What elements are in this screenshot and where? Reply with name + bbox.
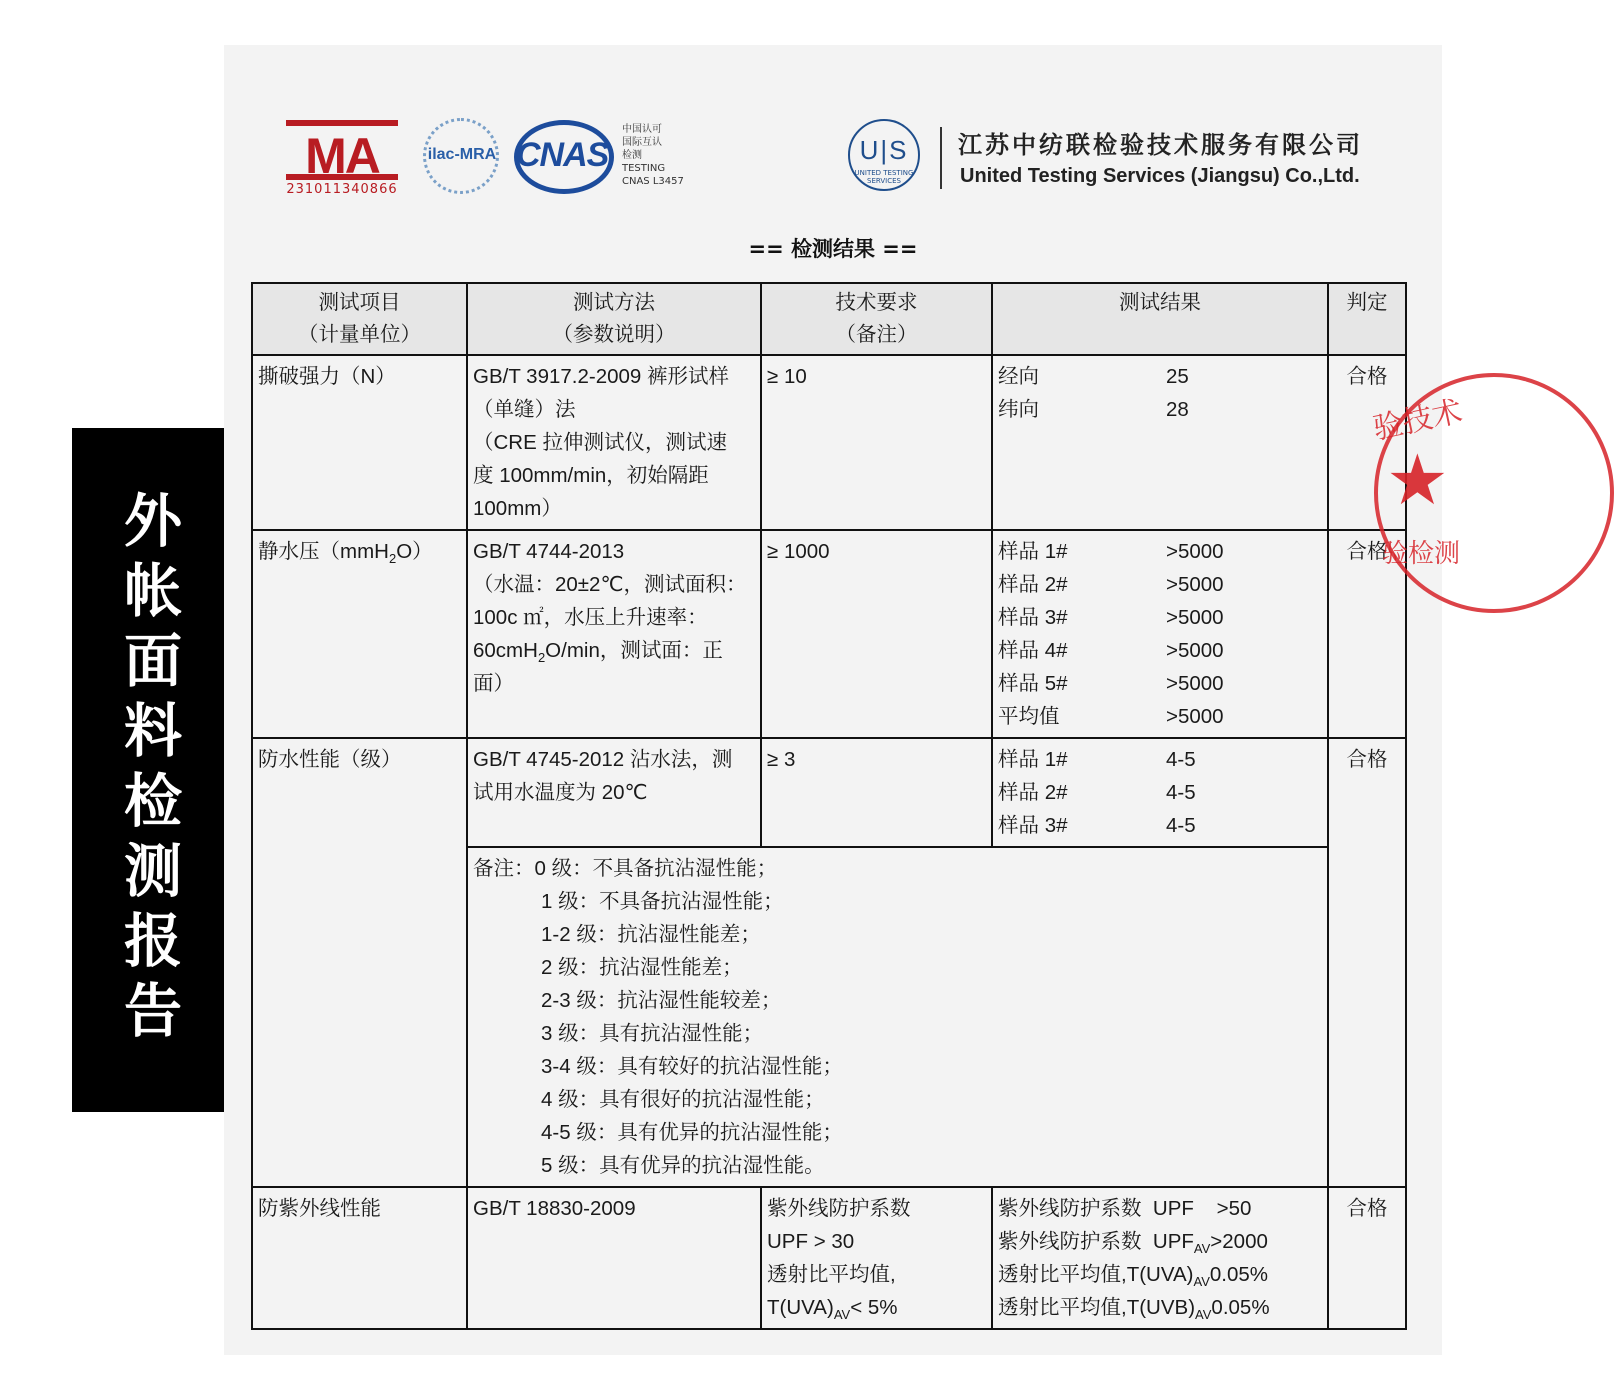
result-key: 样品 2# [998,573,1068,596]
note-line: 1-2 级：抗沾湿性能差； [541,923,761,946]
requirement-line: 透射比平均值, [767,1263,896,1286]
cnas-logo [514,120,704,200]
cell-verdict: 合格 [1328,738,1406,1187]
header-item-sublabel: （计量单位） [298,323,421,346]
cell-result [992,1187,1328,1329]
result-key: 样品 1# [998,748,1068,771]
cma-number: 231011340866 [286,182,398,197]
result-line [998,535,1322,568]
requirement-text: < 5% [850,1296,898,1319]
cell-method [467,738,761,847]
cell-requirement [761,1187,992,1329]
result-subscript: AV [1195,1307,1212,1323]
result-key: 样品 3# [998,814,1068,837]
result-line [998,776,1322,809]
cnas-caption-line: TESTING [622,163,666,174]
cnas-caption-line: 检测 [622,150,642,161]
method-line: （单缝）法 [473,398,576,421]
result-value: 28 [1166,398,1189,421]
side-banner-title: 外帐面料检测报告 [114,490,182,1050]
result-key: 样品 3# [998,606,1068,629]
cell-requirement: ≥ 1000 [761,530,992,738]
method-line: 度 100mm/min，初始隔距 [473,464,709,487]
result-value: 4-5 [1166,781,1196,804]
method-line: 试用水温度为 20℃ [473,781,648,804]
note-line: 4 级：具有很好的抗沾湿性能； [541,1088,825,1111]
header-method [467,283,761,355]
ilac-text: ilac-MRA [427,146,497,163]
side-banner [72,428,224,1112]
cell-item: 防紫外线性能 [252,1187,467,1329]
cell-result [992,355,1328,530]
result-line [998,634,1322,667]
method-line [473,634,755,667]
result-line [998,568,1322,601]
table-row [252,738,1406,847]
method-line: 100mm） [473,497,562,520]
result-value: >5000 [1166,573,1224,596]
result-text: 0.05% [1209,1263,1269,1286]
note-line: 2-3 级：抗沾湿性能较差； [541,989,782,1012]
cell-verdict: 合格 [1328,530,1406,738]
cnas-caption-line: 国际互认 [622,137,662,148]
result-line [998,360,1322,393]
note-line: 备注：0 级：不具备抗沾湿性能； [473,857,778,880]
cell-requirement: ≥ 3 [761,738,992,847]
cell-result [992,530,1328,738]
results-table [251,282,1407,1330]
requirement-line: 紫外线防护系数 [767,1197,911,1220]
section-title: == 检测结果 == [748,237,918,261]
cma-mark: MA [286,120,398,180]
result-line [998,601,1322,634]
requirement-subscript: AV [833,1307,851,1323]
company-name-en: United Testing Services (Jiangsu) Co.,Ltd. [960,165,1360,187]
header-item-label: 测试项目 [318,291,401,314]
result-subscript: AV [1193,1274,1210,1290]
company-name-cn: 江苏中纺联检验技术服务有限公司 [958,131,1363,159]
result-line [998,700,1322,733]
cma-logo [286,120,398,197]
item-subscript: 2 [388,551,397,567]
result-value: >5000 [1166,705,1224,728]
official-seal-stamp [1370,373,1614,613]
note-line: 1 级：不具备抗沾湿性能； [541,890,784,913]
uts-divider [940,127,942,189]
uts-company-logo [844,119,1364,199]
result-line [998,1258,1322,1291]
result-key: 样品 1# [998,540,1068,563]
method-subscript: 2 [537,650,546,666]
header-requirement [761,283,992,355]
result-value: >5000 [1166,606,1224,629]
result-line [998,1225,1322,1258]
note-line: 3-4 级：具有较好的抗沾湿性能； [541,1055,843,1078]
header-item [252,283,467,355]
result-text: 透射比平均值,T(UVA) [998,1263,1194,1286]
uts-letters: U|S [859,135,909,165]
result-value: >5000 [1166,540,1224,563]
cell-requirement: ≥ 10 [761,355,992,530]
header-result: 测试结果 [992,283,1328,355]
star-icon: ★ [1386,439,1449,521]
cnas-caption-line: CNAS L3457 [622,176,684,187]
result-key: 纬向 [998,398,1039,421]
header-method-label: 测试方法 [573,291,655,314]
result-subscript: AV [1193,1241,1211,1257]
uts-emblem-icon [848,119,920,191]
result-line [998,667,1322,700]
note-line: 4-5 级：具有优异的抗沾湿性能； [541,1121,843,1144]
result-key: 样品 5# [998,672,1068,695]
cnas-caption-line: 中国认可 [622,124,662,135]
requirement-text: T(UVA) [767,1296,834,1319]
result-line: 紫外线防护系数 UPF >50 [998,1197,1252,1220]
uts-caption: UNITED TESTING SERVICES [854,169,914,185]
cell-method [467,355,761,530]
result-text: >2000 [1210,1230,1268,1253]
result-line [998,393,1322,426]
result-text: 0.05% [1211,1296,1270,1319]
result-text: 紫外线防护系数 UPF [998,1230,1194,1253]
result-value: 4-5 [1166,748,1196,771]
result-value: >5000 [1166,672,1224,695]
ilac-mra-logo [421,118,503,196]
method-line: （水温：20±2℃，测试面积： [473,573,747,596]
result-value: >5000 [1166,639,1224,662]
report-page [224,45,1466,1355]
method-line: GB/T 4744-2013 [473,540,625,563]
header-method-sublabel: （参数说明） [552,323,676,346]
result-key: 样品 4# [998,639,1068,662]
cell-verdict: 合格 [1328,355,1406,530]
result-line [998,743,1322,776]
header-requirement-sublabel: （备注） [835,323,918,346]
item-text: 静水压（mmH [258,540,389,563]
result-line [998,1291,1322,1324]
cell-verdict: 合格 [1328,1187,1406,1329]
result-key: 样品 2# [998,781,1068,804]
result-value: 4-5 [1166,814,1196,837]
note-line: 3 级：具有抗沾湿性能； [541,1022,764,1045]
cnas-mark: CNAS [516,136,609,174]
header-requirement-label: 技术要求 [835,291,918,314]
table-row [252,530,1406,738]
cell-method: GB/T 18830-2009 [467,1187,761,1329]
method-line: 面） [473,672,514,695]
result-text: 透射比平均值,T(UVB) [998,1296,1196,1319]
note-line: 2 级：抗沾湿性能差； [541,956,743,979]
method-line: 100c ㎡，水压上升速率： [473,606,708,629]
header-verdict: 判定 [1328,283,1406,355]
stamp-bottom-text: 验检测 [1382,539,1461,569]
table-header-row [252,283,1406,355]
table-row [252,1187,1406,1329]
cell-notes [467,847,1328,1187]
cell-method [467,530,761,738]
method-text: 60cmH [473,639,538,662]
method-line: GB/T 3917.2-2009 裤形试样 [473,365,729,388]
requirement-line [767,1291,986,1324]
table-row [252,355,1406,530]
cell-result [992,738,1328,847]
result-key: 平均值 [998,705,1060,728]
cell-item [252,530,467,738]
method-text: O/min，测试面：正 [545,639,723,662]
cell-item: 撕破强力（N） [252,355,467,530]
note-line: 5 级：具有优异的抗沾湿性能。 [541,1154,825,1177]
result-line [998,809,1322,842]
cnas-caption [622,123,684,188]
method-line: （CRE 拉伸测试仪，测试速 [473,431,727,454]
requirement-line: UPF > 30 [767,1230,855,1253]
item-text: O） [396,540,433,563]
method-line: GB/T 4745-2012 沾水法，测 [473,748,733,771]
result-value: 25 [1166,365,1189,388]
stamp-top-text: 验技术 [1370,393,1466,447]
cell-item: 防水性能（级） [252,738,467,1187]
result-key: 经向 [998,365,1039,388]
